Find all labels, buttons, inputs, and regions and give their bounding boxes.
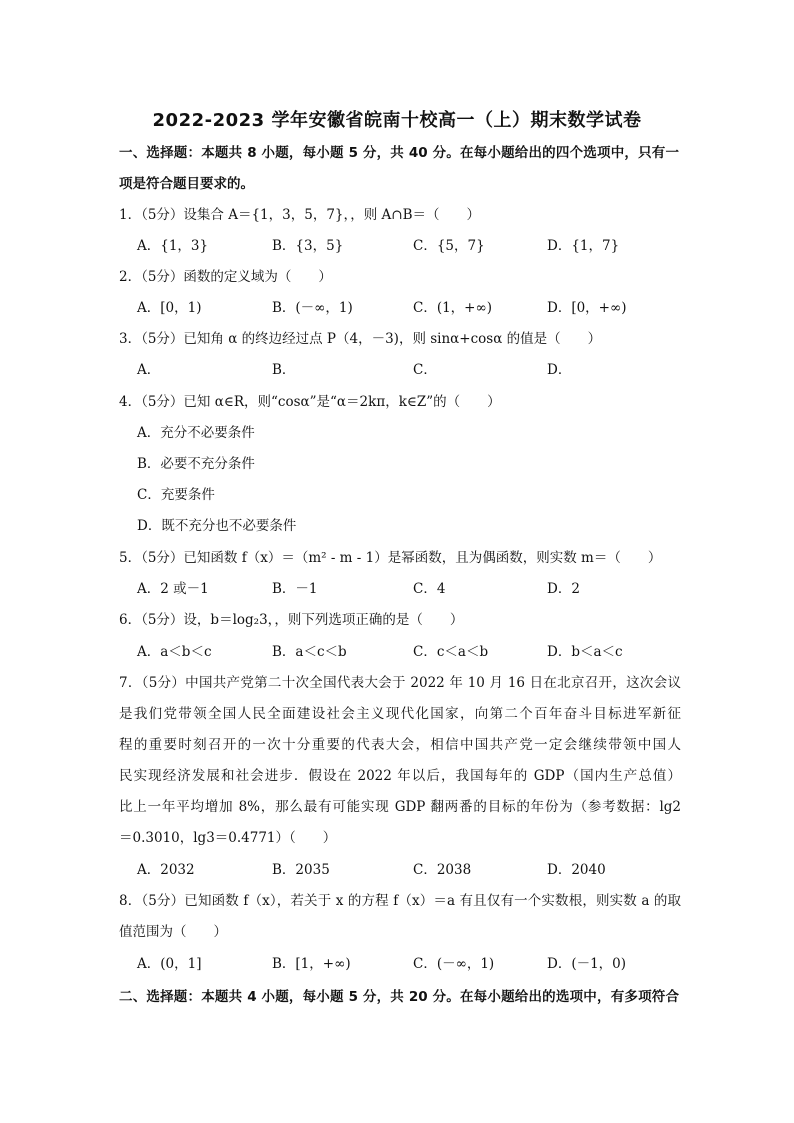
option-a: A．a＜b＜c [137,644,212,660]
section-1-line-1: 一、选择题：本题共 8 小题，每小题 5 分，共 40 分。在每小题给出的四个选项中，只有一 [119,145,679,161]
option-c: C．(－∞，1) [413,956,495,972]
option-a: A．2032 [137,862,195,878]
question-7 [119,668,681,854]
option-b: B．－1 [272,581,318,597]
question-7-line-5: 比上一年平均增加 8%，那么最有可能实现 GDP 翻两番的目标的年份为（参考数据：lg2 [119,799,681,815]
question-7-line-1: 7．（5分）中国共产党第二十次全国代表大会于 2022 年 10 月 16 日在北京召开，这次会议 [119,675,681,691]
option-d: D．{1，7} [547,238,620,254]
option-c: C．充要条件 [137,487,215,503]
section-1-line-2: 项是符合题目要求的。 [119,176,254,192]
question-3-options [137,355,677,386]
question-6: 6．（5分）设，b＝log₂3，，则下列选项正确的是（ ） [119,612,464,628]
option-d: D．(－1，0) [547,956,627,972]
option-d: D．b＜a＜c [547,644,623,660]
question-8-line-2: 值范围为（ ） [119,924,227,940]
question-8-options [137,949,677,980]
section-1-heading [119,138,679,200]
question-8 [119,886,681,948]
question-7-line-3: 程的重要时刻召开的一次十分重要的代表大会，相信中国共产党一定会继续带领中国人 [119,737,681,753]
option-b: B．a＜c＜b [272,644,347,660]
question-2-options [137,293,677,324]
option-b: B． [272,362,296,378]
option-d: D．[0，+∞) [547,300,627,316]
option-b: B．(－∞，1) [272,300,353,316]
option-b: B．{3，5} [272,238,344,254]
option-a: A．[0，1) [137,300,202,316]
option-a: A．2 或－1 [137,581,209,597]
question-5-options [137,574,677,605]
option-c: C．c＜a＜b [413,644,489,660]
option-d: D．2 [547,581,580,597]
question-8-line-1: 8．（5分）已知函数 f（x），若关于 x 的方程 f（x）＝a 有且仅有一个实数根，则实数 a 的取 [119,893,681,909]
option-d: D．2040 [547,862,606,878]
option-c: C．4 [413,581,446,597]
question-1: 1．（5分）设集合 A＝{1，3，5，7}，，则 A∩B＝（ ） [119,207,481,223]
page-title: 2022-2023 学年安徽省皖南十校高一（上）期末数学试卷 [152,110,642,131]
question-7-line-6: ＝0.3010，lg3＝0.4771）（ ） [119,830,337,846]
option-d: D． [547,362,572,378]
question-3: 3．（5分）已知角 α 的终边经过点 P（4，－3)，则 sinα+cosα 的值是（ ） [119,331,602,347]
section-2-line-1: 二、选择题：本题共 4 小题，每小题 5 分，共 20 分。在每小题给出的选项中，有多项符合 [119,989,679,1005]
option-a: A． [137,362,161,378]
option-a: A．{1，3} [137,238,209,254]
option-b: B．必要不充分条件 [137,456,255,472]
question-7-line-2: 是我们党带领全国人民全面建设社会主义现代化国家，向第二个百年奋斗目标进军新征 [119,706,681,722]
question-1-options [137,231,677,262]
option-b: B．2035 [272,862,330,878]
option-b: B．[1，+∞) [272,956,351,972]
option-d: D．既不充分也不必要条件 [137,518,297,534]
option-c: C．2038 [413,862,472,878]
option-c: C． [413,362,437,378]
question-6-options [137,637,677,668]
option-c: C．{5，7} [413,238,485,254]
option-c: C．(1，+∞) [413,300,493,316]
option-a: A．充分不必要条件 [137,425,255,441]
question-7-line-4: 民实现经济发展和社会进步．假设在 2022 年以后，我国每年的 GDP（国内生产总值） [119,768,681,784]
option-a: A．(0，1] [137,956,202,972]
question-2: 2．（5分）函数的定义域为（ ） [119,269,332,285]
question-4: 4．（5分）已知 α∈R，则“cosα”是“α＝2kπ，k∈Z”的（ ） [119,394,501,410]
question-7-options [137,855,677,886]
section-2-heading [119,982,679,1013]
question-5: 5．（5分）已知函数 f（x）＝（m² - m - 1）是幂函数，且为偶函数，则实数 m＝（ ） [119,550,662,566]
